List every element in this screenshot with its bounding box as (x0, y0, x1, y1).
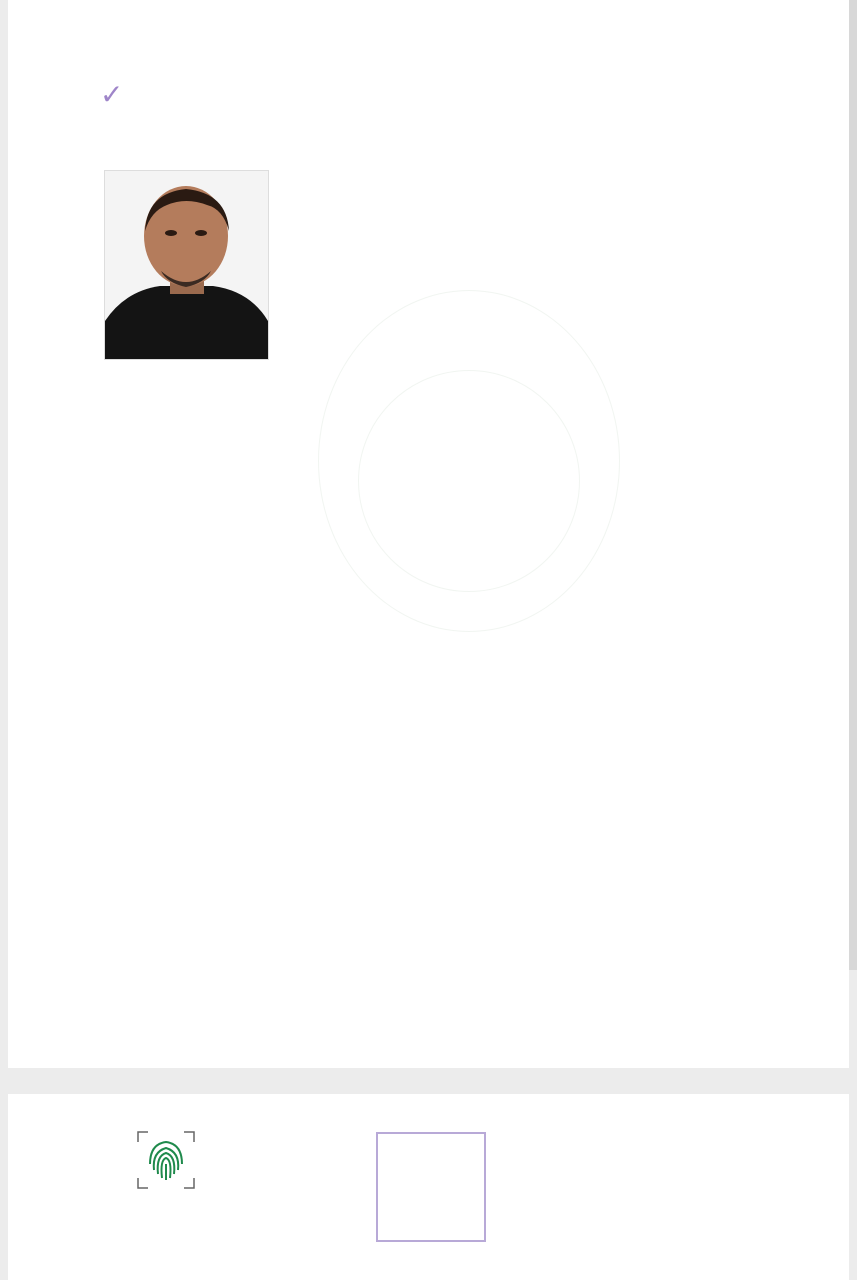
watermark-emblem-inner (358, 370, 580, 592)
applicant-photo (104, 170, 269, 360)
qr-code-pattern (383, 1139, 479, 1235)
portrait-image (105, 171, 268, 359)
fingerprint-icon (136, 1130, 196, 1190)
check-icon: ✓ (100, 78, 123, 111)
application-barcode (318, 727, 580, 749)
qr-code[interactable] (376, 1132, 486, 1242)
visa-document (8, 0, 849, 1068)
ksa-visa-logo (100, 78, 203, 112)
kingdom-header (492, 74, 767, 82)
scrollbar[interactable] (849, 0, 857, 970)
